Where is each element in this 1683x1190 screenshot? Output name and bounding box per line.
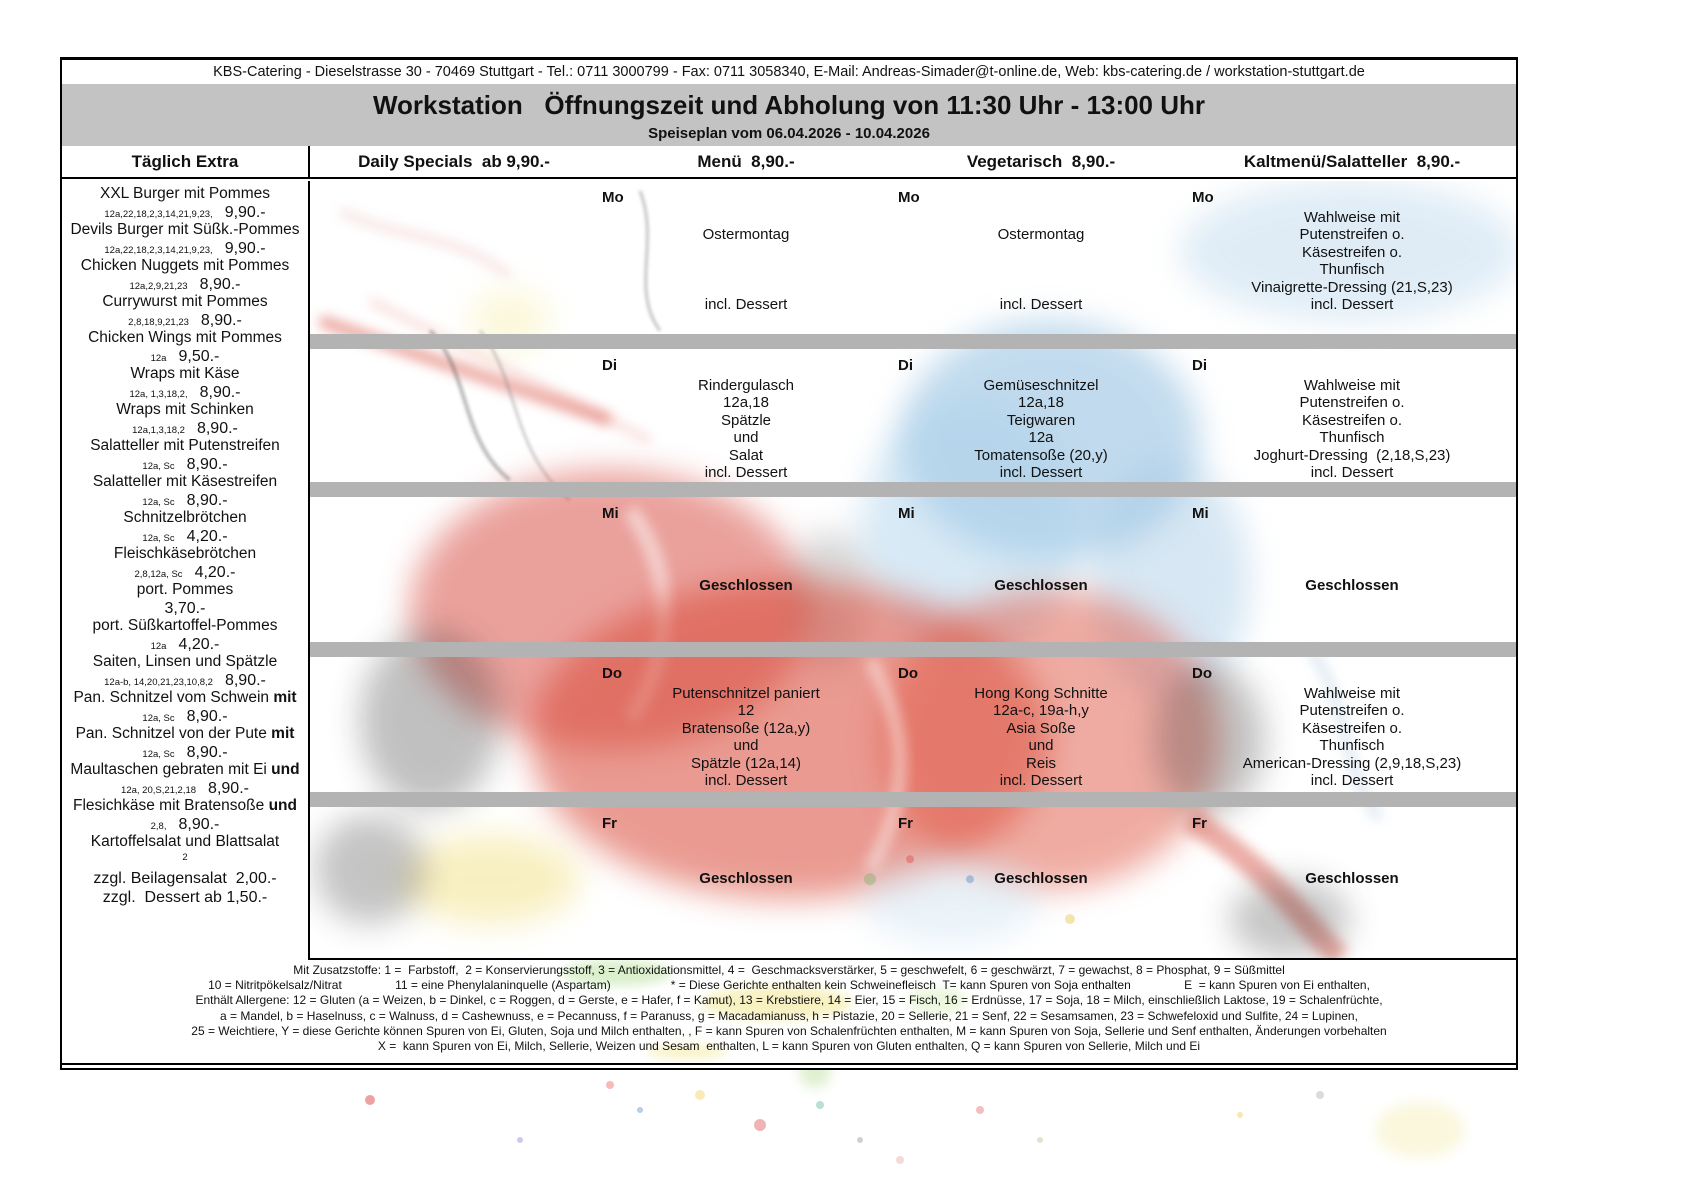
daily-specials-cell xyxy=(310,181,598,334)
legend-line: 25 = Weichtiere, Y = diese Gerichte können Spuren von Ei, Gluten, Soja und Milch enthalten, , F = kann Spuren von Schalenfrüchten enthalten, M = kann Spuren von Soja, Sellerie und Senf enthalten, Änderungen vorbehalten xyxy=(191,1023,1387,1038)
menu-line xyxy=(894,261,1188,279)
menu-line: Geschlossen xyxy=(1305,869,1399,887)
menu-line xyxy=(894,359,1188,377)
day-label: Do xyxy=(898,665,918,682)
kaltmenu-cell xyxy=(1188,349,1516,482)
extra-item-name-bold: mit xyxy=(273,689,297,706)
menu-line xyxy=(1188,359,1516,377)
legend-line: X = kann Spuren von Ei, Milch, Sellerie, Weizen und Sesam enthalten, L = kann Spuren von Gluten enthalten, Q = kann Spuren von Sellerie, Milch und Ei xyxy=(377,1038,1201,1053)
menu-line xyxy=(1188,560,1516,578)
menu-line: Spätzle (12a,14) xyxy=(690,754,802,772)
extra-item-name: Kartoffelsalat und Blattsalat xyxy=(90,833,280,850)
menu-line xyxy=(1188,852,1516,870)
day-row-mo xyxy=(310,181,1516,334)
extra-item-price: 3,70.- xyxy=(164,599,206,617)
kaltmenu-cell xyxy=(1188,497,1516,642)
menu-line: incl. Dessert xyxy=(704,296,788,313)
menu-line: Wahlweise mit xyxy=(1303,684,1401,702)
extra-item-price: 8,90.- xyxy=(186,491,228,509)
extra-item-name: Wraps mit Schinken xyxy=(116,401,254,418)
extra-item xyxy=(62,761,308,797)
menu-line xyxy=(1188,817,1516,835)
extra-item-allergen-codes: 2,8,12a, Sc xyxy=(134,568,183,580)
extra-item-allergen-codes: 12a, Sc xyxy=(142,532,175,544)
extra-item-allergen-codes: 12a, Sc xyxy=(142,460,175,472)
menu-line: Asia Soße xyxy=(1006,719,1076,737)
day-label: Mo xyxy=(898,189,920,206)
extra-item xyxy=(62,509,308,545)
extra-item xyxy=(62,617,308,653)
menu-line: Geschlossen xyxy=(994,577,1088,594)
extra-item-meta xyxy=(62,456,308,474)
kaltmenu-cell xyxy=(1188,657,1516,792)
legend-line: a = Mandel, b = Haselnuss, c = Walnuss, d = Cashewnuss, e = Pecannuss, f = Paranuss, g = Macadamianuss, h = Pistazie, 20 = Sellerie, 21 = Senf, 22 = Sesamsamen, 23 = Schwefeloxid und Sulfite, 24 = Lupinen, xyxy=(220,1008,1358,1023)
legend-line: Enthält Allergene: 12 = Gluten (a = Weizen, b = Dinkel, c = Roggen, d = Gerste, e = Hafer, f = Kamut), 13 = Krebstiere, 14 = Eier, 15 = Fisch, 16 = Erdnüsse, 17 = Soja, 18 = Milch, einschließlich Laktose, 19 = Schalenfrüchte, xyxy=(195,993,1383,1008)
extra-item-allergen-codes: 12a, 20,S,21,2,18 xyxy=(121,784,197,796)
menu-line: Teigwaren xyxy=(1006,411,1076,429)
extra-item-allergen-codes: 12a, Sc xyxy=(142,496,175,508)
extra-item-meta xyxy=(62,672,308,690)
extra-item-price: 8,90.- xyxy=(199,383,241,401)
day-label: Fr xyxy=(602,815,617,832)
menu-cell xyxy=(598,349,894,482)
extra-item-meta xyxy=(62,420,308,438)
extra-item xyxy=(62,653,308,689)
menu-line: und xyxy=(1028,737,1054,754)
extra-item-price: 9,90.- xyxy=(224,203,266,221)
extra-item-meta xyxy=(62,636,308,654)
extra-item-meta xyxy=(62,276,308,294)
vegetarisch-cell xyxy=(894,181,1188,334)
extra-item xyxy=(62,797,308,833)
extra-item-allergen-codes: 12a-b, 14,20,21,23,10,8,2 xyxy=(104,676,213,688)
menu-line: Putenschnitzel paniert xyxy=(672,684,820,702)
day-separator-bar xyxy=(310,334,1516,349)
extra-item-name: Salatteller mit Käsestreifen xyxy=(92,473,278,490)
extra-item-name: Flesichkäse mit Bratensoße und xyxy=(73,797,297,814)
legend-line: Mit Zusatzstoffe: 1 = Farbstoff, 2 = Konservierungsstoff, 3 = Antioxidationsmittel, 4 = Geschmacksverstärker, 5 = geschwefelt, 6 = geschwärzt, 7 = gewachst, 8 = Phosphat, 9 = Süßmittel xyxy=(293,963,1285,977)
menu-cell xyxy=(598,807,894,960)
menu-line xyxy=(1188,525,1516,543)
menu-line xyxy=(894,835,1188,853)
menu-line xyxy=(598,191,894,209)
extra-item-meta xyxy=(62,744,308,762)
extra-item-name: Saiten, Linsen und Spätzle xyxy=(92,653,278,670)
extra-item xyxy=(62,545,308,581)
column-header-menu: Menü 8,90.- xyxy=(697,152,795,171)
day-row-di xyxy=(310,349,1516,482)
extra-item-name: Maultaschen gebraten mit Ei und xyxy=(70,761,300,778)
extra-item-name: Devils Burger mit Süßk.-Pommes xyxy=(70,221,300,238)
day-label: Mi xyxy=(602,505,619,522)
menu-line: Geschlossen xyxy=(699,869,793,887)
vegetarisch-cell xyxy=(894,497,1188,642)
menu-line xyxy=(598,261,894,279)
menu-line: 12a-c, 19a-h,y xyxy=(993,702,1089,719)
column-header-row xyxy=(62,146,1516,179)
extra-item-name: Pan. Schnitzel von der Pute mit xyxy=(75,725,295,742)
menu-line xyxy=(598,507,894,525)
day-label: Do xyxy=(602,665,622,682)
day-row-do xyxy=(310,657,1516,792)
menu-line xyxy=(1188,191,1516,209)
extra-item-allergen-codes: 12a xyxy=(150,640,167,652)
extra-item-allergen-codes: 12a, 1,3,18,2, xyxy=(129,388,188,400)
menu-line: Geschlossen xyxy=(1305,577,1399,594)
menu-line: Putenstreifen o. xyxy=(1299,226,1405,243)
extra-item xyxy=(62,833,308,869)
menu-line: 12a xyxy=(1028,429,1054,446)
extra-item-name: Fleischkäsebrötchen xyxy=(113,545,257,562)
extra-item-name: XXL Burger mit Pommes xyxy=(100,185,270,202)
menu-line: Tomatensoße (20,y) xyxy=(974,446,1108,464)
extra-item-name: port. Pommes xyxy=(136,581,234,598)
extra-item-allergen-codes: 12a, Sc xyxy=(142,712,175,724)
menu-line: incl. Dessert xyxy=(704,464,788,481)
menu-line: incl. Dessert xyxy=(704,772,788,789)
day-label: Di xyxy=(898,357,913,374)
menu-line: Wahlweise mit xyxy=(1303,376,1401,394)
extra-item-meta xyxy=(62,312,308,330)
menu-line: Geschlossen xyxy=(699,577,793,594)
extra-item-name: Schnitzelbrötchen xyxy=(123,509,247,526)
day-label: Mi xyxy=(898,505,915,522)
extra-item xyxy=(62,581,308,617)
extra-item-price: 8,90.- xyxy=(178,815,220,833)
extra-item-meta xyxy=(62,816,308,834)
extra-item-price: 8,90.- xyxy=(224,671,266,689)
kaltmenu-cell xyxy=(1188,181,1516,334)
vegetarisch-cell xyxy=(894,657,1188,792)
menu-line: 12a,18 xyxy=(723,394,769,411)
extra-item-allergen-codes: 12a,22,18,2,3,14,21,9,23, xyxy=(104,208,213,220)
menu-line: American-Dressing (2,9,18,S,23) xyxy=(1242,754,1462,772)
day-row-fr xyxy=(310,807,1516,960)
menu-line xyxy=(894,667,1188,685)
title-band xyxy=(62,84,1516,146)
kaltmenu-cell xyxy=(1188,807,1516,960)
extra-item xyxy=(62,725,308,761)
extra-item-price: 8,90.- xyxy=(196,419,238,437)
menu-line: Hong Kong Schnitte xyxy=(974,684,1108,702)
menu-line: Ostermontag xyxy=(702,226,790,243)
date-range-subtitle: Speiseplan vom 06.04.2026 - 10.04.2026 xyxy=(648,125,930,142)
menu-line xyxy=(894,525,1188,543)
menu-line xyxy=(598,525,894,543)
column-header-taeglich-extra: Täglich Extra xyxy=(62,146,310,177)
menu-line xyxy=(1188,835,1516,853)
menu-line: 12 xyxy=(737,702,755,719)
extra-item-allergen-codes: 12a,22,18,2,3,14,21,9,23, xyxy=(104,244,213,256)
page-title: Workstation Öffnungszeit und Abholung von 11:30 Uhr - 13:00 Uhr xyxy=(372,90,1206,120)
menu-line: Bratensoße (12a,y) xyxy=(681,719,811,737)
extra-item-meta xyxy=(62,564,308,582)
menu-grid xyxy=(310,181,1516,960)
menu-line: Ostermontag xyxy=(997,226,1085,243)
menu-line xyxy=(894,279,1188,297)
column-header-daily-specials: Daily Specials ab 9,90.- xyxy=(358,152,550,171)
extra-item-name: port. Süßkartoffel-Pommes xyxy=(92,617,278,634)
extra-note: zzgl. Dessert ab 1,50.- xyxy=(102,889,268,906)
menu-line xyxy=(1188,542,1516,560)
menu-line xyxy=(1188,507,1516,525)
menu-line xyxy=(598,835,894,853)
extra-item-name-bold: und xyxy=(268,797,297,814)
paint-splatter-strip xyxy=(0,1070,1683,1190)
menu-line: Salat xyxy=(728,446,764,464)
menu-line xyxy=(598,279,894,297)
body-row xyxy=(62,181,1516,960)
menu-line xyxy=(894,560,1188,578)
menu-line: Thunfisch xyxy=(1319,429,1385,446)
menu-line: incl. Dessert xyxy=(999,296,1083,313)
menu-line: Geschlossen xyxy=(994,869,1088,887)
menu-line: incl. Dessert xyxy=(1310,464,1394,481)
menu-line xyxy=(894,507,1188,525)
menu-line xyxy=(598,560,894,578)
day-separator-bar xyxy=(310,642,1516,657)
menu-line: und xyxy=(733,429,759,446)
extra-note: zzgl. Beilagensalat 2,00.- xyxy=(93,870,277,887)
column-header-kaltmenu: Kaltmenü/Salatteller 8,90.- xyxy=(1243,152,1461,171)
menu-line: Putenstreifen o. xyxy=(1299,702,1405,719)
menu-line xyxy=(598,667,894,685)
extra-item-price: 9,50.- xyxy=(178,347,220,365)
extra-item-allergen-codes: 2,8,18,9,21,23 xyxy=(128,316,189,328)
extra-item-meta xyxy=(62,384,308,402)
extra-item-price: 4,20.- xyxy=(178,635,220,653)
menu-line: incl. Dessert xyxy=(999,464,1083,481)
menu-line: Vinaigrette-Dressing (21,S,23) xyxy=(1251,278,1453,296)
menu-line: 12a,18 xyxy=(1018,394,1064,411)
extra-item-price: 8,90.- xyxy=(186,455,228,473)
extra-item-price: 8,90.- xyxy=(208,779,249,797)
extra-items-list xyxy=(62,181,310,960)
menu-line: Käsestreifen o. xyxy=(1301,243,1403,261)
vegetarisch-cell xyxy=(894,349,1188,482)
extra-item xyxy=(62,257,308,293)
menu-line: Joghurt-Dressing (2,18,S,23) xyxy=(1253,446,1451,464)
menu-line: Spätzle xyxy=(720,411,772,429)
menu-line: incl. Dessert xyxy=(1310,296,1394,313)
menu-line: Käsestreifen o. xyxy=(1301,411,1403,429)
extra-item-meta xyxy=(62,600,308,618)
menu-line xyxy=(598,244,894,262)
menu-line: Käsestreifen o. xyxy=(1301,719,1403,737)
extra-item-meta xyxy=(62,852,308,870)
menu-cell xyxy=(598,181,894,334)
extra-item-allergen-codes: 12a, Sc xyxy=(142,748,175,760)
menu-line: und xyxy=(733,737,759,754)
extra-item-price: 9,90.- xyxy=(224,239,266,257)
menu-line: Wahlweise mit xyxy=(1303,208,1401,226)
extra-item-meta xyxy=(62,204,308,222)
menu-line xyxy=(598,852,894,870)
menu-line xyxy=(894,542,1188,560)
extra-item-name-bold: und xyxy=(271,761,300,778)
extra-item xyxy=(62,689,308,725)
extra-item xyxy=(62,185,308,221)
daily-specials-cell xyxy=(310,497,598,642)
extra-item-name: Chicken Nuggets mit Pommes xyxy=(80,257,290,274)
day-label: Mo xyxy=(1192,189,1214,206)
menu-cell xyxy=(598,497,894,642)
column-header-vegetarisch: Vegetarisch 8,90.- xyxy=(966,152,1116,171)
menu-line: Putenstreifen o. xyxy=(1299,394,1405,411)
day-label: Mo xyxy=(602,189,624,206)
daily-specials-cell xyxy=(310,657,598,792)
extra-item-allergen-codes: 2 xyxy=(182,851,188,863)
extra-item-price: 8,90.- xyxy=(186,707,228,725)
day-label: Mi xyxy=(1192,505,1209,522)
menu-line: Thunfisch xyxy=(1319,261,1385,278)
extra-item-name: Chicken Wings mit Pommes xyxy=(88,329,282,346)
daily-specials-cell xyxy=(310,807,598,960)
daily-specials-cell xyxy=(310,349,598,482)
extra-item xyxy=(62,365,308,401)
extra-item-name: Currywurst mit Pommes xyxy=(102,293,268,310)
extra-item xyxy=(62,437,308,473)
menu-line: Gemüseschnitzel xyxy=(983,376,1099,394)
extra-item-meta xyxy=(62,240,308,258)
day-row-mi xyxy=(310,497,1516,642)
extra-item-meta xyxy=(62,492,308,510)
extra-item xyxy=(62,221,308,257)
menu-line xyxy=(894,852,1188,870)
menu-line: incl. Dessert xyxy=(999,772,1083,789)
day-separator-bar xyxy=(310,482,1516,497)
legend-line: 10 = Nitritpökelsalz/Nitrat 11 = eine Phenylalaninquelle (Aspartam) * = Diese Gerichte enthalten kein Schweinefleisch T= kann Spuren von Soja enthalten E = kann Spuren von Ei enthalten, xyxy=(208,978,1370,993)
day-label: Fr xyxy=(898,815,913,832)
extra-item-meta xyxy=(62,528,308,546)
day-label: Fr xyxy=(1192,815,1207,832)
extra-item xyxy=(62,329,308,365)
vegetarisch-cell xyxy=(894,807,1188,960)
menu-line: incl. Dessert xyxy=(1310,772,1394,789)
extra-item xyxy=(62,473,308,509)
menu-line xyxy=(894,244,1188,262)
extra-item-price: 8,90.- xyxy=(200,311,242,329)
menu-line xyxy=(894,817,1188,835)
menu-line: Reis xyxy=(1025,754,1056,772)
day-label: Di xyxy=(602,357,617,374)
menu-line xyxy=(598,817,894,835)
menu-line xyxy=(1188,667,1516,685)
menu-line xyxy=(598,209,894,227)
document-frame xyxy=(60,57,1518,1070)
day-label: Di xyxy=(1192,357,1207,374)
menu-cell xyxy=(598,657,894,792)
extra-item-meta xyxy=(62,348,308,366)
extra-item-name: Salatteller mit Putenstreifen xyxy=(90,437,280,454)
menu-line xyxy=(598,359,894,377)
extra-item-allergen-codes: 12a,1,3,18,2 xyxy=(132,424,185,436)
day-separator-bar xyxy=(310,792,1516,807)
extra-item-price: 4,20.- xyxy=(194,563,236,581)
menu-line xyxy=(894,209,1188,227)
extra-item-meta xyxy=(62,780,308,798)
extra-item-allergen-codes: 2,8, xyxy=(150,820,167,832)
menu-line: Thunfisch xyxy=(1319,737,1385,754)
extra-item-name: Wraps mit Käse xyxy=(130,365,240,382)
menu-line: Rindergulasch xyxy=(698,376,794,394)
extra-item-price: 8,90.- xyxy=(199,275,241,293)
extra-item-name: Pan. Schnitzel vom Schwein mit xyxy=(73,689,297,706)
address-line: KBS-Catering - Dieselstrasse 30 - 70469 Stuttgart - Tel.: 0711 3000799 - Fax: 0711 3058340, E-Mail: Andreas-Simader@t-online.de, Web: kbs-catering.de / workstation-stuttgart.de xyxy=(213,64,1365,80)
extra-item-meta xyxy=(62,708,308,726)
day-label: Do xyxy=(1192,665,1212,682)
extra-item-allergen-codes: 12a,2,9,21,23 xyxy=(129,280,188,292)
menu-line xyxy=(598,542,894,560)
extra-item xyxy=(62,293,308,329)
menu-line xyxy=(894,191,1188,209)
extra-item-allergen-codes: 12a xyxy=(150,352,167,364)
extra-item-price: 8,90.- xyxy=(186,743,228,761)
extra-item xyxy=(62,401,308,437)
footer-legend xyxy=(62,960,1516,1065)
extra-item-name-bold: mit xyxy=(271,725,295,742)
extra-item-price: 4,20.- xyxy=(186,527,228,545)
